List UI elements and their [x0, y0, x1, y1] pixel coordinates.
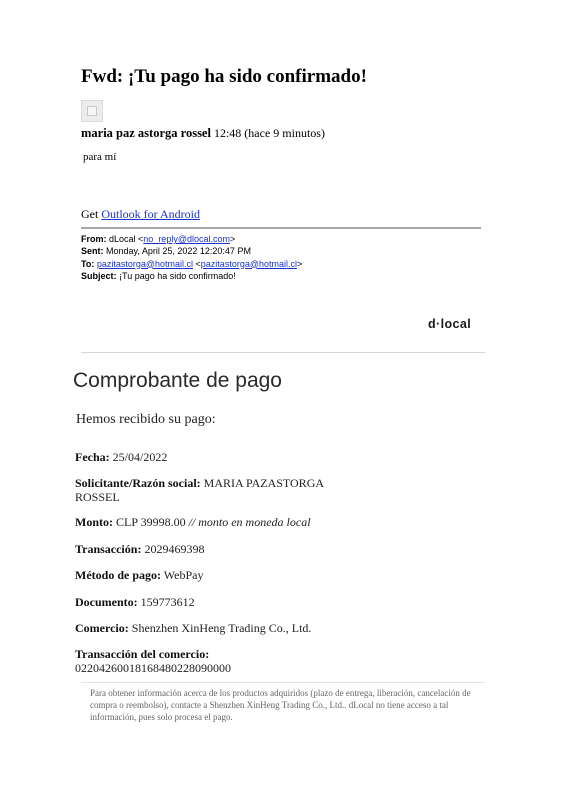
- metodo-value: WebPay: [163, 568, 204, 582]
- monto-value: CLP 39998.00: [116, 515, 186, 529]
- forwarded-headers: [81, 233, 302, 282]
- transaccion-field: [75, 542, 204, 556]
- transaccion-comercio-value: 02204260018168480228090000: [75, 661, 231, 675]
- forward-divider: [81, 227, 481, 229]
- solicitante-value-line2: ROSSEL: [75, 490, 120, 504]
- fecha-label: Fecha:: [75, 450, 110, 464]
- sender-line: [81, 126, 325, 141]
- sent-row: [81, 245, 302, 257]
- to-email-link-2[interactable]: pazitastorga@hotmail.cl: [200, 258, 297, 269]
- from-close: >: [229, 234, 236, 244]
- documento-value: 159773612: [140, 595, 195, 609]
- sender-avatar: [81, 100, 103, 122]
- logo-divider: [81, 352, 485, 353]
- solicitante-label: Solicitante/Razón social:: [75, 476, 201, 490]
- dlocal-logo: d·local: [428, 317, 472, 331]
- solicitante-field: [75, 476, 324, 504]
- solicitante-value-line1: MARIA PAZASTORGA: [203, 476, 325, 490]
- from-name: dLocal <: [109, 234, 144, 244]
- monto-field: [75, 515, 311, 529]
- avatar-placeholder-icon: [87, 106, 97, 116]
- sender-name: maria paz astorga rossel: [81, 126, 211, 140]
- metodo-field: [75, 568, 204, 582]
- subject-value: ¡Tu pago ha sido confirmado!: [119, 270, 236, 281]
- get-text: Get: [81, 207, 99, 221]
- to-open: <: [193, 258, 201, 269]
- subject-label: Subject:: [81, 270, 117, 281]
- signature-line: [81, 207, 200, 222]
- footer-disclaimer: Para obtener información acerca de los productos adquiridos (plazo de entrega, liberación, cancelación de compra o reembolso), contacte a Shenzhen XinHeng Trading Co., Ltd.. dLocal no tiene acceso a tal información, pues solo procesa el pago.: [90, 688, 471, 722]
- email-subject-title: Fwd: ¡Tu pago ha sido confirmado!: [81, 66, 367, 87]
- fecha-field: [75, 450, 167, 464]
- comercio-field: [75, 621, 311, 635]
- to-row: [81, 258, 302, 270]
- from-label: From:: [81, 234, 107, 244]
- sent-label: Sent:: [81, 246, 104, 257]
- to-close: >: [296, 258, 303, 269]
- subject-row: [81, 270, 302, 282]
- transaccion-value: 2029469398: [144, 542, 205, 556]
- from-email-link[interactable]: no_reply@dlocal.com: [143, 234, 230, 244]
- fecha-value: 25/04/2022: [112, 450, 168, 464]
- documento-field: [75, 595, 195, 609]
- sent-value: Monday, April 25, 2022 12:20:47 PM: [106, 246, 251, 257]
- transaccion-comercio-label: Transacción del comercio:: [75, 647, 210, 661]
- monto-label: Monto:: [75, 515, 113, 529]
- monto-note: // monto en moneda local: [188, 515, 311, 529]
- transaccion-label: Transacción:: [75, 542, 142, 556]
- outlook-android-link[interactable]: Outlook for Android: [101, 207, 200, 221]
- receipt-heading: Comprobante de pago: [73, 369, 282, 392]
- transaccion-comercio-field: [75, 647, 231, 675]
- footer-divider: [81, 682, 485, 683]
- to-label: To:: [81, 258, 95, 269]
- comercio-value: Shenzhen XinHeng Trading Co., Ltd.: [131, 621, 312, 635]
- receipt-intro: Hemos recibido su pago:: [76, 412, 216, 427]
- from-row: [81, 233, 302, 245]
- recipient-note: para mí: [83, 151, 117, 163]
- metodo-label: Método de pago:: [75, 568, 161, 582]
- comercio-label: Comercio:: [75, 621, 129, 635]
- email-time: 12:48 (hace 9 minutos): [213, 126, 325, 140]
- to-email-link-1[interactable]: pazitastorga@hotmail.cl: [96, 258, 194, 269]
- documento-label: Documento:: [75, 595, 138, 609]
